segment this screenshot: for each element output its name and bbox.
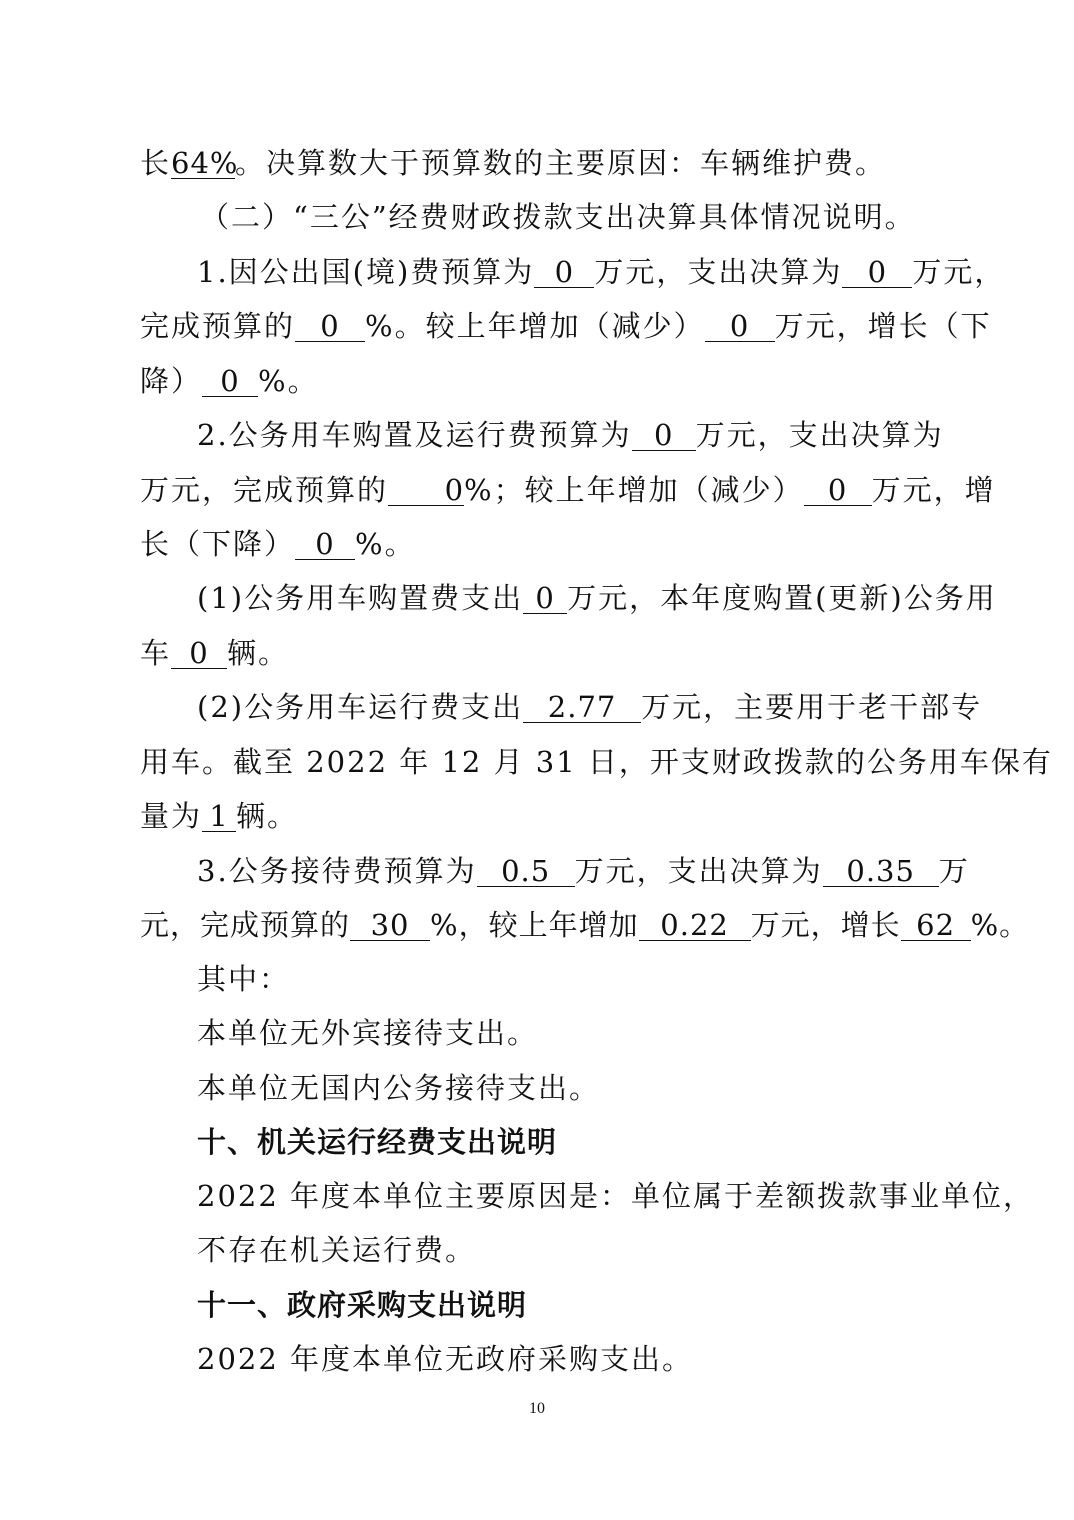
text-span: 万元，支出决算为: [695, 418, 944, 452]
text-line: [197, 851, 970, 891]
text-span: 量为: [140, 799, 203, 833]
text-span: 不存在机关运行费。: [197, 1233, 477, 1267]
text-span: 十、机关运行经费支出说明: [197, 1125, 558, 1159]
underlined-value: 0: [171, 638, 227, 669]
text-span: 车: [140, 636, 172, 670]
underlined-value: 2.77: [523, 692, 641, 723]
text-span: 本单位无外宾接待支出。: [197, 1016, 539, 1050]
text-span: （二）“三公”经费财政拨款支出决算具体情况说明。: [200, 200, 916, 234]
underlined-value: 0.35: [823, 856, 939, 887]
underlined-value: 1: [202, 801, 236, 832]
text-line: [197, 1013, 538, 1053]
text-span: 万元，完成预算的: [140, 473, 389, 507]
underlined-value: 0: [202, 366, 258, 397]
underlined-value: 0: [842, 257, 912, 288]
text-line: [140, 796, 298, 836]
text-line: [197, 1339, 693, 1379]
text-span: 其中：: [197, 962, 291, 996]
text-line: [140, 306, 992, 346]
text-line: [140, 524, 416, 564]
text-span: 万: [938, 854, 970, 888]
text-line: [140, 905, 1029, 945]
underlined-value: 0: [295, 529, 355, 560]
text-span: 十一、政府采购支出说明: [197, 1288, 528, 1322]
text-span: 万元，增: [871, 473, 996, 507]
text-span: (1)公务用车购置费支出: [197, 581, 524, 615]
text-span: 万元，支出决算为: [574, 854, 823, 888]
text-span: 万元，增长: [750, 908, 901, 942]
underlined-value: 30: [350, 910, 430, 941]
underlined-value: 0: [388, 475, 464, 506]
text-line: [140, 633, 289, 673]
underlined-value: 0: [632, 420, 696, 451]
text-span: 长（下降）: [140, 527, 296, 561]
text-line: [200, 197, 916, 237]
text-span: %。: [355, 527, 416, 561]
text-span: 完成预算的: [140, 309, 296, 343]
underlined-value: 62: [901, 910, 971, 941]
text-span: 万元，增长（下: [774, 309, 992, 343]
text-span: 万元，支出决算为: [594, 255, 843, 289]
text-span: 3.公务接待费预算为: [197, 854, 477, 888]
text-line: [197, 687, 982, 727]
text-span: %，较上年增加: [430, 908, 639, 942]
underlined-value: 64%: [171, 146, 239, 180]
underlined-value: 0: [804, 475, 872, 506]
text-span: 2.公务用车购置及运行费预算为: [197, 418, 632, 452]
text-line: [197, 959, 290, 999]
text-span: 辆。: [227, 636, 290, 670]
underlined-value: 0: [705, 311, 775, 342]
text-span: %。: [258, 364, 319, 398]
text-span: 辆。: [236, 799, 299, 833]
text-span: 。决算数大于预算数的主要原因：车辆维护费。: [235, 146, 887, 180]
text-span: 万元，主要用于老干部专: [641, 690, 983, 724]
text-span: 2022 年度本单位主要原因是：单位属于差额拨款事业单位，: [197, 1179, 1035, 1213]
text-span: 长: [140, 146, 172, 180]
text-span: 用车。截至 2022 年 12 月 31 日，开支财政拨款的公务用车保有: [140, 745, 1053, 779]
text-span: 万元，: [912, 255, 1006, 289]
text-span: %。: [970, 908, 1030, 942]
text-line: [197, 1230, 476, 1270]
text-span: 元，完成预算的: [140, 908, 351, 942]
underlined-value: 0: [295, 311, 365, 342]
text-span: 本单位无国内公务接待支出。: [197, 1071, 601, 1105]
underlined-value: 0.22: [639, 910, 751, 941]
underlined-value: 0: [523, 583, 567, 614]
page-number: 10: [529, 1400, 545, 1417]
text-span: (2)公务用车运行费支出: [197, 690, 524, 724]
section-heading: [197, 1285, 527, 1325]
underlined-value: 0.5: [477, 856, 575, 887]
text-span: %。较上年增加（减少）: [365, 309, 705, 343]
text-line: [197, 578, 997, 618]
text-line: [197, 1176, 1034, 1216]
text-span: 1.因公出国(境)费预算为: [197, 255, 535, 289]
text-span: 降）: [140, 364, 203, 398]
text-span: %；较上年增加（减少）: [464, 473, 804, 507]
text-line: [197, 1068, 600, 1108]
section-heading: [197, 1122, 557, 1162]
text-line: [140, 470, 996, 510]
text-line: [197, 252, 1005, 292]
text-span: 2022 年度本单位无政府采购支出。: [197, 1342, 694, 1376]
text-line: [140, 361, 319, 401]
text-line: [140, 143, 886, 183]
text-line: [197, 415, 944, 455]
text-span: 万元，本年度购置(更新)公务用: [567, 581, 997, 615]
underlined-value: 0: [534, 257, 594, 288]
text-line: [140, 742, 1053, 782]
